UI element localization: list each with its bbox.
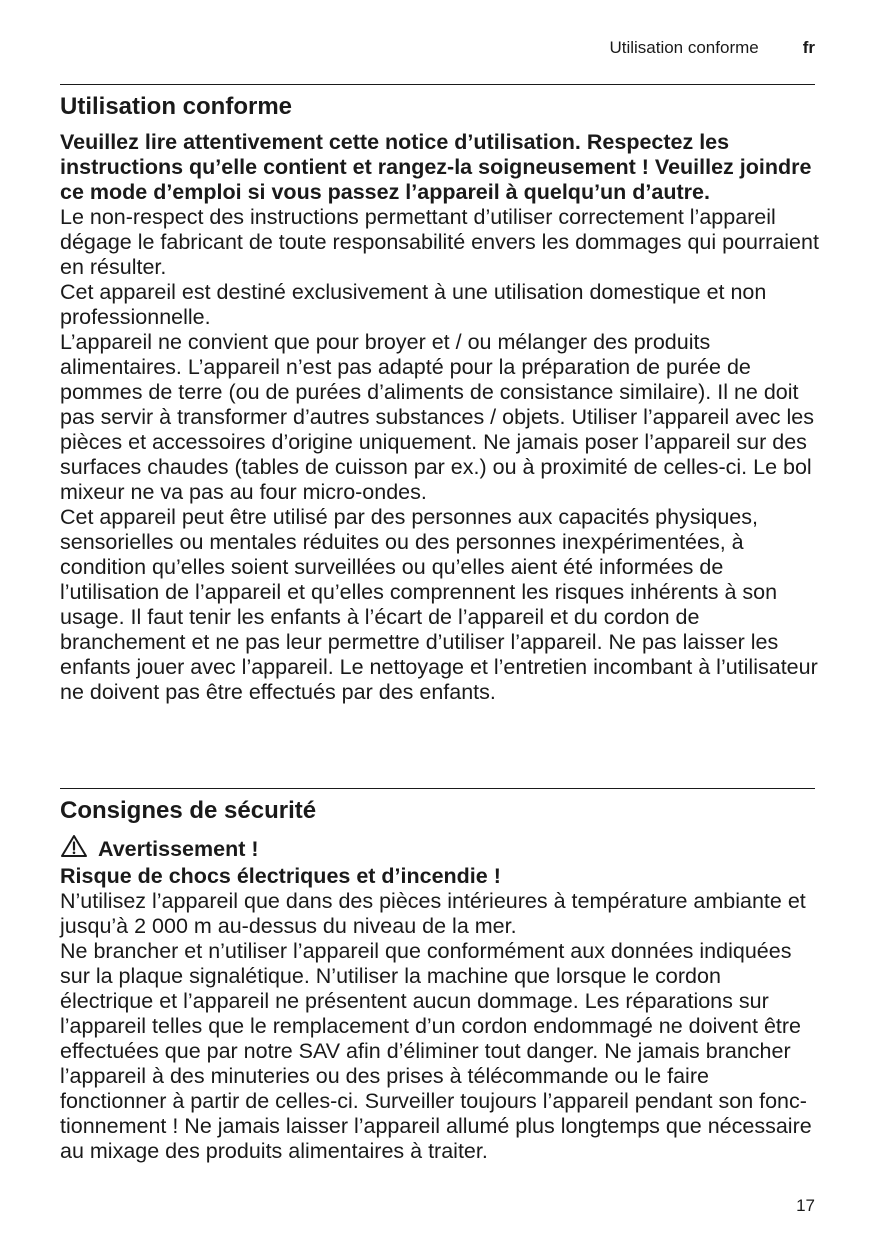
page-number: 17 xyxy=(796,1196,815,1215)
paragraph: Ne brancher et n’utiliser l’appareil que conformément aux données indiquées sur la plaque signalétique. N’utiliser la machine que lorsque le cordon électrique et l’appareil ne présentent aucun dommage. Les réparations sur l’appareil telles que le remplacement d’un cordon endommagé ne doivent être effectuées que par notre SAV afin d’éliminer tout danger. Ne jamais brancher l’appareil à des minuteries ou des prises à télécommande ou le faire fonctionner à partir de celles-ci. Surveiller toujours l’appareil pendant son fonctionnement ! Ne jamais laisser l’appareil allumé plus longtemps que nécessaire au mixage des produits alimentaires à traiter. xyxy=(60,939,812,1163)
header-language: fr xyxy=(802,38,815,57)
paragraph: Cet appareil peut être utilisé par des personnes aux capacités physiques, sensorielles ou mentales réduites ou des personnes inexpérimentées, à condition qu’elles soient surveillées ou qu’elles aient été informées de l’utilisation de l’appareil et qu’elles comprennent les risques inhérents à son usage. Il faut tenir les enfants à l’écart de l’appareil et du cordon de branchement et ne pas leur permettre d’utiliser l’appareil. Ne pas laisser les enfants jouer avec l’appareil. Le nettoyage et l’entretien incombant à l’utilisateur ne doivent pas être effectués par des enfants. xyxy=(60,505,818,704)
paragraph: N’utilisez l’appareil que dans des pièces intérieures à température ambiante et jusqu’à 2 000 m au-dessus du niveau de la mer. xyxy=(60,889,806,938)
paragraph: L’appareil ne convient que pour broyer et / ou mélanger des produits alimentaires. L’appareil n’est pas adapté pour la préparation de purée de pommes de terre (ou de purées d’aliments de consistance similaire). Il ne doit pas servir à transformer d’autres substances / objets. Utiliser l’appareil avec les pièces et accessoires d’origine uniquement. Ne jamais poser l’appareil sur des surfaces chaudes (tables de cuisson par ex.) ou à proximité de celles-ci. Le bol mixeur ne va pas au four micro-ondes. xyxy=(60,330,815,504)
running-header xyxy=(609,38,815,58)
risk-title: Risque de chocs électriques et d’incendie ! xyxy=(60,864,501,888)
warning-triangle-icon xyxy=(60,834,88,864)
header-section-title: Utilisation conforme xyxy=(609,38,759,57)
paragraph: Cet appareil est destiné exclusivement à une utilisation domestique et non professionnelle. xyxy=(60,280,767,329)
section-title: Consignes de sécurité xyxy=(60,797,317,824)
paragraph: Le non-respect des instructions permettant d’utiliser correctement l’appareil dégage le fabricant de toute responsabilité envers les dommages qui pourraient en résulter. xyxy=(60,205,819,279)
section-divider xyxy=(60,788,815,789)
header-divider xyxy=(60,84,815,85)
section-safety xyxy=(60,796,820,1164)
intro-bold-paragraph: Veuillez lire attentivement cette notice d’utilisation. Respectez les instructions qu’elle contient et rangez-la soigneusement ! Veuillez joindre ce mode d’emploi si vous passez l’appareil à quelqu’un d’autre. xyxy=(60,130,812,204)
warning-line xyxy=(60,834,820,864)
warning-label: Avertissement ! xyxy=(98,836,259,861)
section-intended-use xyxy=(60,92,820,705)
section-title: Utilisation conforme xyxy=(60,93,293,120)
